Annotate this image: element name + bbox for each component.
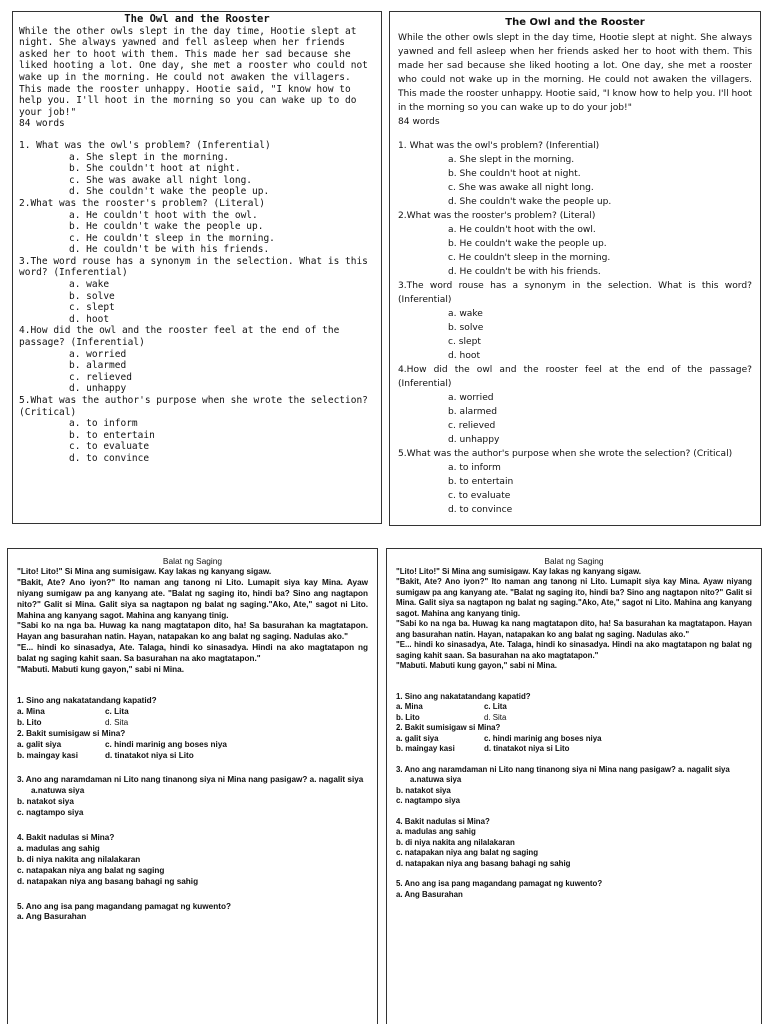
story-paragraph: "Sabi ko na nga ba. Huwag ka nang magtatapon dito, ha! Sa basurahan ka magtatapon. Hayan ang basurahan natin. Hayan, natapakan ko ang balat ng saging. Nadulas ako." (396, 619, 752, 639)
answer-option: b. Lito (396, 712, 420, 722)
question-text: 3. Ano ang naramdaman ni Lito nang tinanong siya ni Mina nang pasigaw? a. nagalit siya (396, 764, 730, 774)
question-text: 5.What was the author's purpose when she wrote the selection? (Critical) (398, 449, 733, 459)
answer-option: a. madulas ang sahig (396, 827, 476, 836)
answer-option: b. maingay kasi (17, 750, 78, 760)
answer-option: d. tinatakot niya si Lito (105, 750, 194, 760)
answer-option: c. relieved (69, 371, 132, 383)
answer-option: a.natuwa siya (31, 786, 85, 796)
answer-option: a. Ang Basurahan (396, 889, 463, 899)
answer-option: c. nagtampo siya (396, 796, 461, 805)
word-count: 84 words (19, 118, 65, 130)
answer-option: a. to inform (69, 418, 138, 430)
answer-option: c. She was awake all night long. (448, 183, 594, 193)
story-paragraph: "Bakit, Ate? Ano iyon?" Ito naman ang tanong ni Lito. Lumapit siya kay Mina. Ayaw niyang sumigaw pa ang kanyang ate. "Balat ng saging ito, hindi ba? Sino ang nagtapon nito?" Galit si Mina. Galit siya sa nagtapon ng balat ng saging."Ako, Ate," sagot ni Lito. Mahina ang kanyang sagot. Mahina ang kanyang tinig. (396, 577, 752, 618)
answer-option: a. galit siya (17, 739, 62, 749)
question-text: 1. What was the owl's problem? (Inferential) (398, 141, 600, 151)
answer-option: d. to convince (69, 452, 150, 464)
word-count: 84 words (398, 117, 440, 127)
answer-option: d. She couldn't wake the people up. (448, 197, 612, 207)
answer-option: b. to entertain (448, 477, 514, 487)
question-text: 5.What was the author's purpose when she wrote the selection? (Critical) (19, 395, 368, 418)
answer-option: b. alarmed (448, 407, 498, 417)
answer-option: d. He couldn't be with his friends. (448, 267, 601, 277)
answer-option: b. natakot siya (17, 797, 74, 807)
balat-ng-saging-worksheet-left (7, 548, 378, 1024)
question-4 (19, 325, 375, 395)
answer-option: a. to inform (448, 463, 501, 473)
answer-option: b. maingay kasi (396, 744, 455, 753)
answer-option: c. natapakan niya ang balat ng saging (17, 865, 165, 875)
story-title: The Owl and the Rooster (505, 17, 645, 28)
question-2 (19, 198, 375, 256)
answer-option: c. He couldn't sleep in the morning. (69, 232, 275, 244)
question-2 (398, 209, 752, 279)
answer-option: b. He couldn't wake the people up. (448, 239, 607, 249)
answer-option: d. Sita (105, 717, 129, 727)
story-title: Balat ng Saging (544, 556, 604, 566)
answer-option: a. Mina (396, 702, 423, 711)
answer-option: d. hoot (448, 351, 481, 361)
answer-option: b. solve (448, 323, 484, 333)
answer-option: b. She couldn't hoot at night. (448, 169, 581, 179)
answer-option: a. He couldn't hoot with the owl. (448, 225, 596, 235)
answer-option: c. She was awake all night long. (69, 174, 253, 186)
question-text: 1. What was the owl's problem? (Inferential) (19, 139, 271, 151)
question-text: 2.What was the rooster's problem? (Literal) (19, 197, 265, 209)
answer-option: a.natuwa siya (410, 775, 462, 784)
question-5 (398, 447, 752, 517)
story-paragraph: "Mabuti. Mabuti kung gayon," sabi ni Mina. (396, 661, 557, 670)
balat-ng-saging-worksheet-right (386, 548, 762, 1024)
question-text: 4. Bakit nadulas si Mina? (396, 816, 490, 826)
question-text: 3.The word rouse has a synonym in the selection. What is this word? (Inferential) (398, 281, 752, 305)
story-paragraph: "Bakit, Ate? Ano iyon?" Ito naman ang tanong ni Lito. Lumapit siya kay Mina. Ayaw niyang sumigaw pa ang kanyang ate. "Balat ng saging ito, hindi ba? Sino ang nagtapon nito?" Galit si Mina. Galit siya sa nagtapon ng balat ng saging."Ako, Ate," sagot ni Lito. Mahina ang kanyang sagot. Mahina ang kanyang tinig. (17, 577, 368, 620)
answer-option: a. worried (69, 348, 127, 360)
question-text: 2.What was the rooster's problem? (Literal) (398, 211, 596, 221)
answer-option: d. Sita (484, 712, 507, 722)
answer-option: a. Mina (17, 706, 45, 716)
story-paragraph: "E... hindi ko sinasadya, Ate. Talaga, hindi ko sinasadya. Hindi na ako magtatapon ng balat ng saging kahit saan. Sa basurahan na ako magtatapon." (396, 640, 752, 660)
answer-option: c. hindi marinig ang boses niya (484, 733, 602, 743)
answer-option: d. to convince (448, 505, 513, 515)
answer-option: d. She couldn't wake the people up. (69, 186, 270, 198)
answer-option: d. hoot (69, 313, 110, 325)
answer-option: a. wake (69, 279, 110, 291)
question-text: 2. Bakit sumisigaw si Mina? (396, 723, 501, 732)
question-3 (398, 279, 752, 363)
answer-option: b. di niya nakita ang nilalakaran (17, 854, 141, 864)
answer-option: a. galit siya (396, 733, 439, 743)
answer-option: d. natapakan niya ang basang bahagi ng sahig (396, 858, 571, 868)
question-1 (398, 139, 752, 209)
question-text: 5. Ano ang isa pang magandang pamagat ng kuwento? (17, 901, 231, 911)
answer-option: c. to evaluate (448, 491, 511, 501)
answer-option: c. nagtampo siya (17, 808, 84, 818)
answer-option: a. madulas ang sahig (17, 843, 100, 853)
question-text: 4.How did the owl and the rooster feel at the end of the passage? (Inferential) (398, 365, 752, 389)
owl-rooster-worksheet-left (12, 11, 382, 524)
answer-option: c. hindi marinig ang boses niya (105, 739, 227, 749)
question-text: 4. Bakit nadulas si Mina? (17, 833, 115, 843)
answer-option: c. slept (448, 337, 481, 347)
story-paragraph: "Mabuti. Mabuti kung gayon," sabi ni Mina. (17, 665, 184, 675)
answer-option: b. Lito (17, 717, 42, 727)
answer-option: b. solve (69, 290, 115, 302)
answer-option: b. natakot siya (396, 785, 451, 795)
story-title: Balat ng Saging (162, 556, 223, 566)
answer-option: d. natapakan niya ang basang bahagi ng sahig (17, 876, 199, 886)
story-paragraph: "E... hindi ko sinasadya, Ate. Talaga, hindi ko sinasadya. Hindi na ako magtatapon ng balat ng saging kahit saan. Sa basurahan na ako magtatapon." (17, 643, 368, 664)
story-title: The Owl and the Rooster (124, 13, 270, 25)
question-text: 3. Ano ang naramdaman ni Lito nang tinanong siya ni Mina nang pasigaw? a. nagalit siya (17, 775, 364, 785)
answer-option: d. unhappy (69, 383, 127, 395)
question-text: 5. Ano ang isa pang magandang pamagat ng kuwento? (396, 879, 603, 888)
answer-option: c. Lita (484, 702, 507, 711)
question-3 (19, 256, 375, 326)
answer-option: d. unhappy (448, 435, 500, 445)
answer-option: c. natapakan niya ang balat ng saging (396, 848, 539, 857)
question-text: 1. Sino ang nakatatandang kapatid? (17, 695, 157, 705)
answer-option: d. He couldn't be with his friends. (69, 244, 270, 256)
answer-option: a. She slept in the morning. (69, 151, 230, 163)
answer-option: a. worried (448, 393, 494, 403)
question-5 (19, 395, 375, 465)
answer-option: a. He couldn't hoot with the owl. (69, 209, 258, 221)
answer-option: c. Lita (105, 706, 129, 716)
answer-option: c. to evaluate (69, 441, 150, 453)
answer-option: c. slept (69, 302, 115, 314)
question-4 (398, 363, 752, 447)
question-text: 4.How did the owl and the rooster feel at the end of the passage? (Inferential) (19, 325, 340, 349)
answer-option: b. She couldn't hoot at night. (69, 163, 241, 175)
question-1 (19, 140, 375, 198)
answer-option: d. tinatakot niya si Lito (484, 744, 570, 753)
story-text: While the other owls slept in the day time, Hootie slept at night. She always yawned and fell asleep when her friends asked her to hoot with them. This made her sad because she liked hooting a lot. One day, she met a rooster who could not wake up in the morning. He could not awaken the villagers. This made the rooster unhappy. Hootie said, "I know how to help you. I'll hoot in the morning so you can wake up to do your job!" (19, 25, 368, 118)
answer-option: c. relieved (448, 421, 496, 431)
answer-option: a. wake (448, 309, 483, 319)
answer-option: b. He couldn't wake the people up. (69, 221, 264, 233)
owl-rooster-worksheet-right (389, 11, 761, 526)
answer-option: a. She slept in the morning. (448, 155, 575, 165)
story-text: While the other owls slept in the day time, Hootie slept at night. She always yawned and fell asleep when her friends asked her to hoot with them. This made her sad because she liked hooting a lot. One day, she met a rooster who could not wake up in the morning. He could not awaken the villagers. This made the rooster unhappy. Hootie said, "I know how to help you. I'll hoot in the morning so you can wake up to do your job!" (398, 33, 752, 113)
question-text: 3.The word rouse has a synonym in the selection. What is this word? (Inferential) (19, 255, 368, 279)
answer-option: b. di niya nakita ang nilalakaran (396, 837, 515, 847)
story-paragraph: "Lito! Lito!" Si Mina ang sumisigaw. Kay lakas ng kanyang sigaw. (396, 566, 641, 576)
answer-option: b. alarmed (69, 360, 127, 372)
answer-option: a. Ang Basurahan (17, 912, 87, 922)
question-text: 2. Bakit sumisigaw si Mina? (17, 728, 126, 738)
answer-option: c. He couldn't sleep in the morning. (448, 253, 611, 263)
story-paragraph: "Sabi ko na nga ba. Huwag ka nang magtatapon dito, ha! Sa basurahan ka magtatapon. Hayan ang basurahan natin. Hayan, natapakan ko ang balat ng saging. Nadulas ako." (17, 621, 368, 642)
question-text: 1. Sino ang nakatatandang kapatid? (396, 691, 531, 701)
story-paragraph: "Lito! Lito!" Si Mina ang sumisigaw. Kay lakas ng kanyang sigaw. (17, 566, 272, 576)
answer-option: b. to entertain (69, 429, 155, 441)
